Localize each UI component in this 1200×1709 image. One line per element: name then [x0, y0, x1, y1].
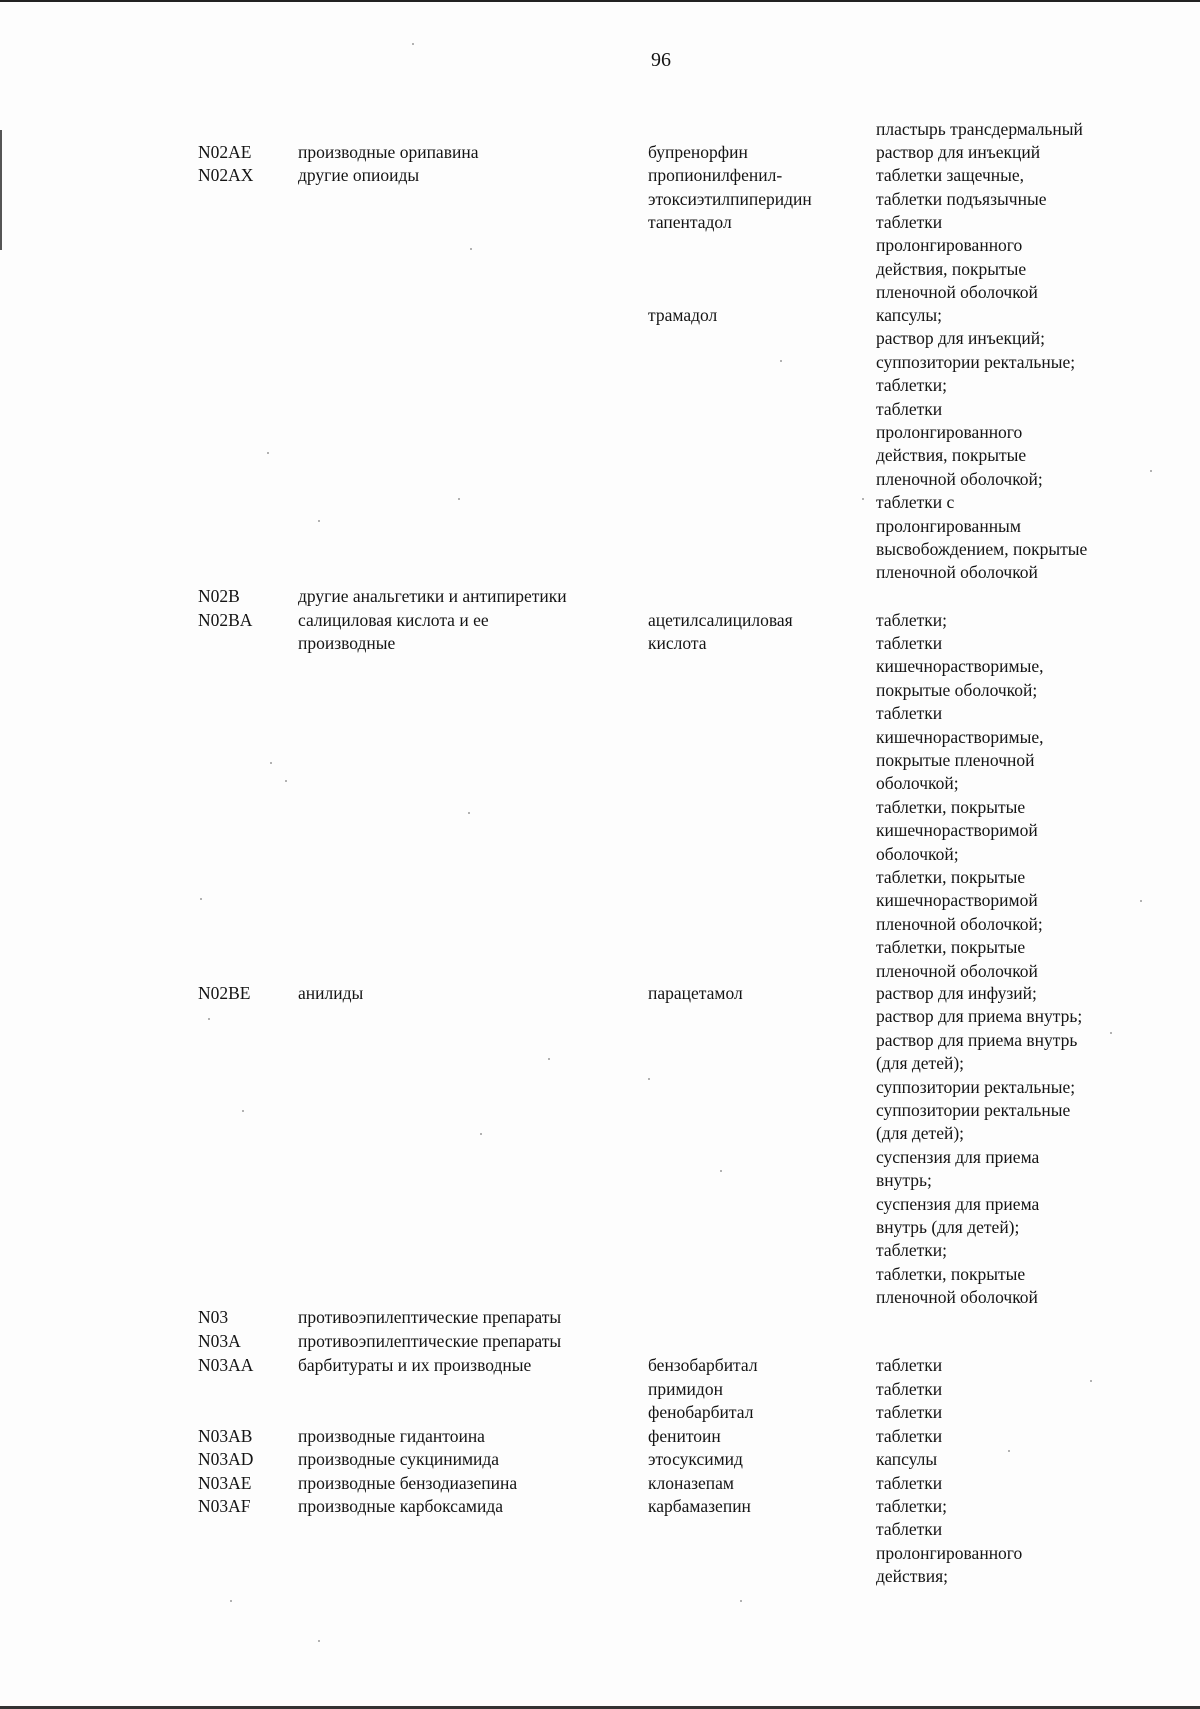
dosage-form-line: таблетки, покрытые: [876, 937, 1026, 958]
atc-code: N03AA: [198, 1355, 254, 1375]
dosage-form-line: таблетки, покрытые: [876, 867, 1026, 888]
dosage-form-line: суспензия для приема: [876, 1146, 1040, 1167]
dosage-form-line: таблетки;: [876, 610, 947, 630]
scan-speck: [648, 1078, 650, 1080]
scan-speck: [1110, 1032, 1112, 1034]
atc-group: анилиды: [298, 983, 364, 1003]
drug-name: этоксиэтилпиперидин: [648, 189, 812, 209]
scan-speck: [458, 498, 460, 500]
page-number: 96: [651, 49, 671, 71]
atc-code: N03AD: [198, 1449, 254, 1469]
dosage-form-line: раствор для инфузий;: [876, 983, 1037, 1003]
dosage-form-line: таблетки: [876, 1426, 943, 1446]
dosage-form-line: внутрь (для детей);: [876, 1217, 1020, 1238]
scan-speck: [200, 898, 202, 900]
dosage-form-line: таблетки: [876, 703, 943, 724]
dosage-forms: [876, 609, 947, 632]
atc-code: N02AE: [198, 142, 252, 162]
atc-code: N02AX: [198, 165, 254, 185]
scan-speck: [267, 452, 269, 454]
atc-group: производные гидантоина: [298, 1426, 485, 1446]
dosage-form-line: таблетки, покрытые: [876, 1263, 1026, 1284]
dosage-forms: [876, 1378, 942, 1401]
dosage-forms: [876, 141, 1040, 164]
scan-speck: [780, 360, 782, 362]
scan-speck: [468, 812, 470, 814]
dosage-form-line: действия, покрытые: [876, 258, 1027, 279]
drug-name: примидон: [648, 1379, 723, 1399]
dosage-form-line: капсулы: [876, 1449, 938, 1469]
dosage-forms: [876, 1354, 942, 1377]
atc-code: N03A: [198, 1331, 241, 1351]
scan-speck: [548, 1058, 550, 1060]
atc-group: противоэпилептические препараты: [298, 1331, 562, 1351]
scan-speck: [740, 1600, 742, 1602]
dosage-forms: [876, 1401, 942, 1424]
dosage-form-line: таблетки: [876, 633, 943, 653]
dosage-form-line: пленочной оболочкой;: [876, 913, 1043, 934]
atc-group: производные: [298, 633, 396, 653]
dosage-forms: [876, 982, 1082, 1310]
dosage-form-line: таблетки: [876, 1379, 943, 1399]
dosage-form-line: раствор для приема внутрь;: [876, 1006, 1083, 1027]
dosage-form-line: суппозитории ректальные: [876, 1100, 1071, 1121]
dosage-form-line: пролонгированным: [876, 515, 1021, 536]
dosage-form-line: раствор для инъекций;: [876, 328, 1046, 349]
dosage-form-line: раствор для инъекций: [876, 142, 1041, 162]
dosage-form-line: покрытые пленочной: [876, 750, 1035, 771]
dosage-form-line: таблетки;: [876, 1496, 947, 1516]
atc-group: другие анальгетики и антипиретики: [298, 586, 567, 606]
dosage-forms: [876, 632, 1044, 983]
drug-name: карбамазепин: [648, 1496, 751, 1516]
atc-code: N03: [198, 1307, 229, 1327]
dosage-form-line: пленочной оболочкой: [876, 562, 1038, 583]
atc-code: N02BE: [198, 983, 251, 1003]
dosage-form-line: покрытые оболочкой;: [876, 679, 1038, 700]
atc-code: N02BA: [198, 610, 253, 630]
dosage-forms: [876, 1495, 1022, 1589]
dosage-form-line: внутрь;: [876, 1170, 932, 1191]
drug-name: трамадол: [648, 305, 718, 325]
dosage-form-line: суспензия для приема: [876, 1193, 1040, 1214]
drug-name: ацетилсалициловая: [648, 610, 793, 630]
dosage-form-line: пролонгированного: [876, 422, 1023, 443]
dosage-forms: [876, 1472, 942, 1495]
dosage-forms: [876, 211, 1038, 305]
scan-speck: [1150, 470, 1152, 472]
scan-speck: [480, 1133, 482, 1135]
scan-speck: [318, 520, 320, 522]
dosage-form-line: таблетки подъязычные: [876, 189, 1047, 209]
atc-group: производные карбоксамида: [298, 1496, 504, 1516]
scan-speck: [208, 1018, 210, 1020]
dosage-forms: [876, 1425, 942, 1448]
scan-speck: [862, 498, 864, 500]
scan-speck: [412, 43, 414, 45]
dosage-form-line: кишечнорастворимой: [876, 820, 1038, 841]
atc-code: N03AE: [198, 1473, 252, 1493]
scan-top-edge: [0, 0, 1200, 2]
drug-name: бупренорфин: [648, 142, 748, 162]
dosage-form-line: (для детей);: [876, 1123, 965, 1144]
dosage-form-line: раствор для приема внутрь: [876, 1029, 1078, 1050]
dosage-form-line: таблетки: [876, 1402, 943, 1422]
drug-name: кислота: [648, 633, 707, 653]
dosage-form-line: таблетки, покрытые: [876, 796, 1026, 817]
atc-group: другие опиоиды: [298, 165, 420, 185]
atc-group: производные сукцинимида: [298, 1449, 500, 1469]
atc-group: противоэпилептические препараты: [298, 1307, 562, 1327]
dosage-form-line: суппозитории ректальные;: [876, 1076, 1076, 1097]
dosage-forms: [876, 118, 1083, 141]
dosage-form-line: оболочкой;: [876, 773, 959, 794]
dosage-forms: [876, 304, 1087, 585]
atc-group: производные орипавина: [298, 142, 479, 162]
drug-name: парацетамол: [648, 983, 743, 1003]
atc-group: производные бензодиазепина: [298, 1473, 518, 1493]
dosage-form-line: таблетки;: [876, 1240, 947, 1261]
dosage-form-line: оболочкой;: [876, 843, 959, 864]
scan-speck: [1090, 1380, 1092, 1382]
dosage-form-line: (для детей);: [876, 1053, 965, 1074]
dosage-form-line: пленочной оболочкой: [876, 1287, 1038, 1308]
atc-group: барбитураты и их производные: [298, 1355, 532, 1375]
dosage-form-line: таблетки с: [876, 492, 955, 513]
dosage-form-line: кишечнорастворимые,: [876, 726, 1044, 747]
atc-code: N03AF: [198, 1496, 251, 1516]
dosage-form-line: пленочной оболочкой: [876, 282, 1038, 303]
dosage-form-line: таблетки: [876, 398, 943, 419]
dosage-form-line: высвобождением, покрытые: [876, 539, 1088, 560]
scan-speck: [720, 1170, 722, 1172]
scan-speck: [1008, 1450, 1010, 1452]
scan-speck: [318, 1640, 320, 1642]
dosage-form-line: кишечнорастворимые,: [876, 656, 1044, 677]
scan-speck: [470, 248, 472, 250]
dosage-forms: [876, 164, 1024, 187]
drug-name: этосуксимид: [648, 1449, 743, 1469]
dosage-form-line: пластырь трансдермальный: [876, 119, 1083, 139]
drug-name: фенитоин: [648, 1426, 721, 1446]
dosage-form-line: таблетки: [876, 212, 943, 232]
drug-name: пропионилфенил-: [648, 165, 783, 185]
scan-speck: [1140, 900, 1142, 902]
drug-name: тапентадол: [648, 212, 732, 232]
dosage-forms: [876, 1448, 937, 1471]
dosage-form-line: кишечнорастворимой: [876, 890, 1038, 911]
dosage-form-line: капсулы;: [876, 305, 943, 325]
drug-name: клоназепам: [648, 1473, 735, 1493]
dosage-form-line: пролонгированного: [876, 1542, 1023, 1563]
scan-speck: [230, 1600, 232, 1602]
dosage-form-line: таблетки: [876, 1355, 943, 1375]
atc-code: N02B: [198, 586, 240, 606]
scan-left-edge: [0, 130, 2, 250]
dosage-form-line: пленочной оболочкой: [876, 960, 1038, 981]
dosage-forms: [876, 188, 1046, 211]
dosage-form-line: таблетки защечные,: [876, 165, 1025, 185]
dosage-form-line: суппозитории ректальные;: [876, 351, 1076, 372]
dosage-form-line: действия;: [876, 1566, 948, 1587]
dosage-form-line: таблетки;: [876, 375, 947, 396]
dosage-form-line: пленочной оболочкой;: [876, 468, 1043, 489]
scan-speck: [242, 1110, 244, 1112]
dosage-form-line: таблетки: [876, 1473, 943, 1493]
drug-name: бензобарбитал: [648, 1355, 758, 1375]
scan-speck: [270, 762, 272, 764]
dosage-form-line: таблетки: [876, 1519, 943, 1540]
scan-speck: [285, 780, 287, 782]
dosage-form-line: пролонгированного: [876, 235, 1023, 256]
drug-name: фенобарбитал: [648, 1402, 754, 1422]
atc-group: салициловая кислота и ее: [298, 610, 489, 630]
dosage-form-line: действия, покрытые: [876, 445, 1027, 466]
atc-code: N03AB: [198, 1426, 253, 1446]
